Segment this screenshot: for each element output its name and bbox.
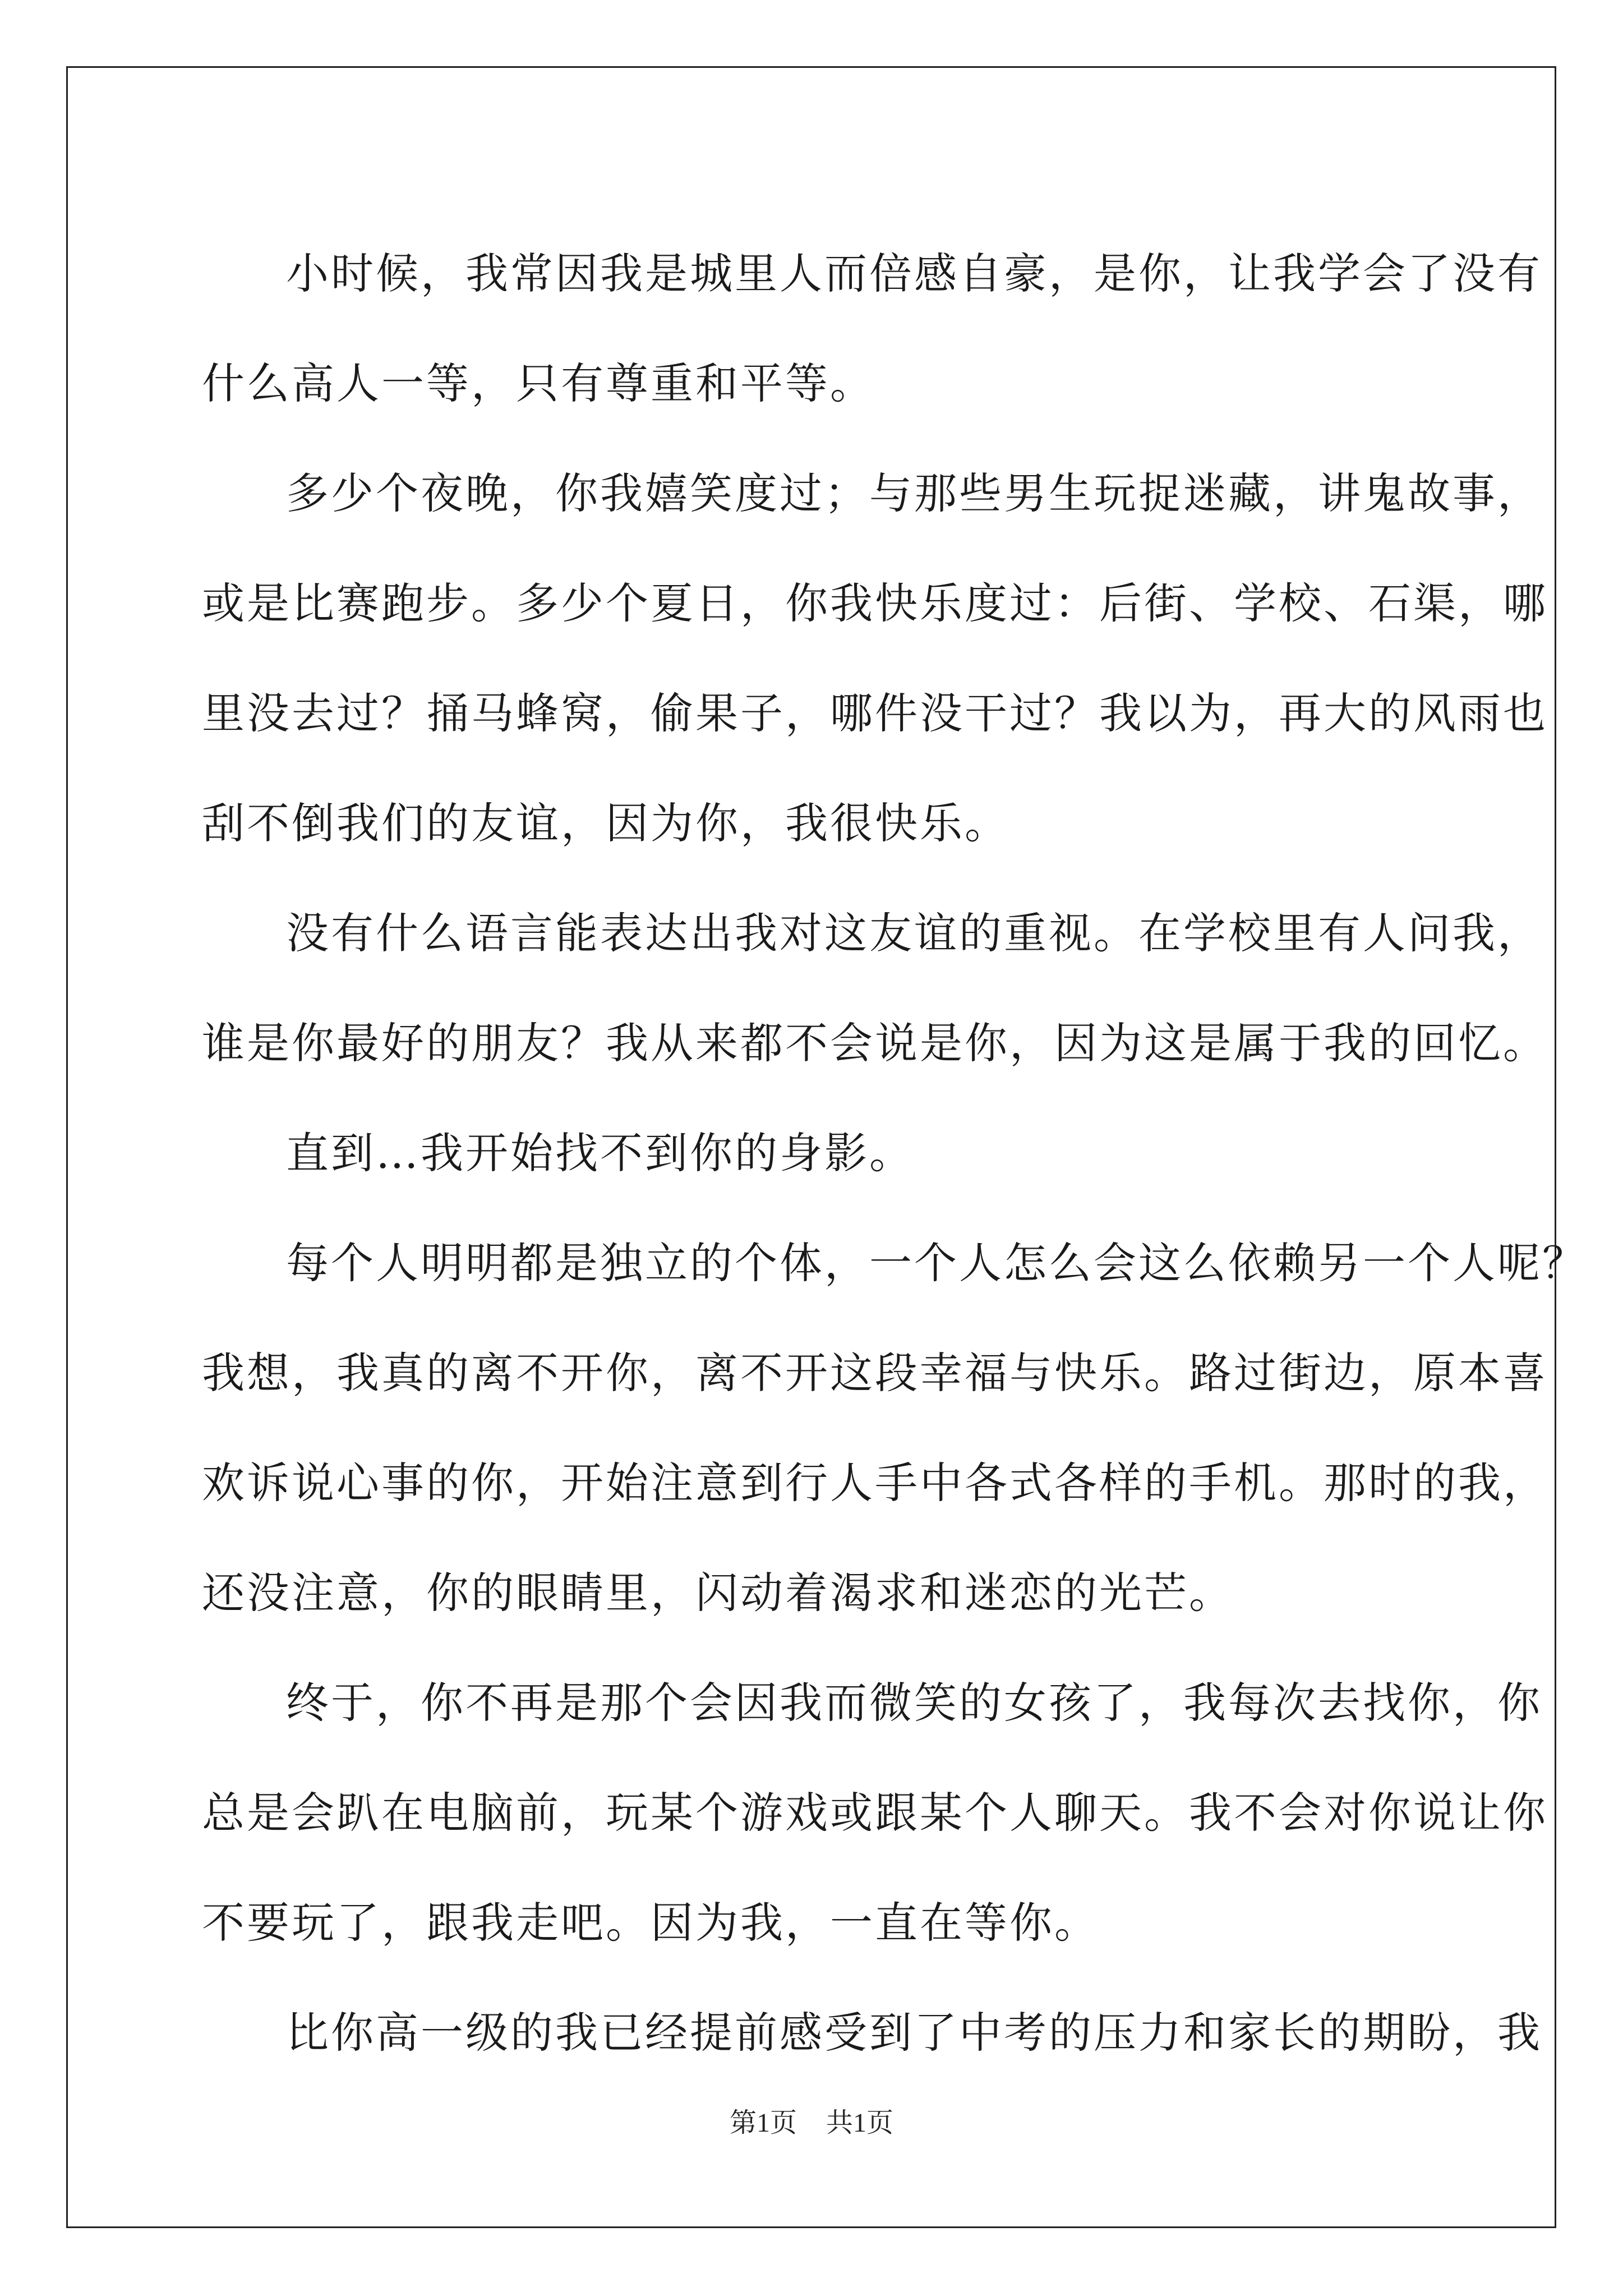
text-line: 刮不倒我们的友谊，因为你，我很快乐。 bbox=[202, 798, 1009, 848]
text-line: 小时候，我常因我是城里人而倍感自豪，是你，让我学会了没有 bbox=[286, 249, 1542, 298]
paragraph-1 bbox=[202, 219, 1542, 439]
text-line: 我想，我真的离不开你，离不开这段幸福与快乐。路过街边，原本喜 bbox=[202, 1348, 1548, 1398]
text-line: 比你高一级的我已经提前感受到了中考的压力和家长的期盼，我 bbox=[286, 2008, 1542, 2058]
text-line: 欢诉说心事的你，开始注意到行人手中各式各样的手机。那时的我， bbox=[202, 1458, 1548, 1508]
text-line: 不要玩了，跟我走吧。因为我，一直在等你。 bbox=[202, 1898, 1099, 1948]
page-number: 第1页 bbox=[729, 2108, 797, 2138]
paragraph-5 bbox=[202, 1208, 1587, 1648]
paragraph-2 bbox=[202, 439, 1548, 878]
text-line: 里没去过？捅马蜂窝，偷果子，哪件没干过？我以为，再大的风雨也 bbox=[202, 688, 1548, 738]
text-line: 多少个夜晚，你我嬉笑度过；与那些男生玩捉迷藏，讲鬼故事， bbox=[286, 468, 1542, 518]
paragraph-6 bbox=[202, 1648, 1548, 1978]
text-line: 谁是你最好的朋友？我从来都不会说是你，因为这是属于我的回忆。 bbox=[202, 1018, 1548, 1068]
text-line: 还没注意，你的眼睛里，闪动着渴求和迷恋的光芒。 bbox=[202, 1568, 1234, 1618]
text-line: 什么高人一等，只有尊重和平等。 bbox=[202, 358, 875, 408]
text-line: 直到…我开始找不到你的身影。 bbox=[286, 1128, 914, 1178]
text-line: 终于，你不再是那个会因我而微笑的女孩了，我每次去找你，你 bbox=[286, 1678, 1542, 1728]
document-body bbox=[202, 219, 1587, 2088]
paragraph-7 bbox=[202, 1978, 1542, 2088]
text-line: 没有什么语言能表达出我对这友谊的重视。在学校里有人问我， bbox=[286, 908, 1542, 958]
page-total: 共1页 bbox=[826, 2108, 894, 2138]
paragraph-3 bbox=[202, 878, 1548, 1098]
text-line: 或是比赛跑步。多少个夏日，你我快乐度过：后街、学校、石渠，哪 bbox=[202, 578, 1548, 628]
page-footer bbox=[0, 2101, 1623, 2139]
paragraph-4 bbox=[202, 1098, 1436, 1208]
text-line: 每个人明明都是独立的个体，一个人怎么会这么依赖另一个人呢？ bbox=[286, 1238, 1587, 1288]
text-line: 总是会趴在电脑前，玩某个游戏或跟某个人聊天。我不会对你说让你 bbox=[202, 1788, 1548, 1838]
